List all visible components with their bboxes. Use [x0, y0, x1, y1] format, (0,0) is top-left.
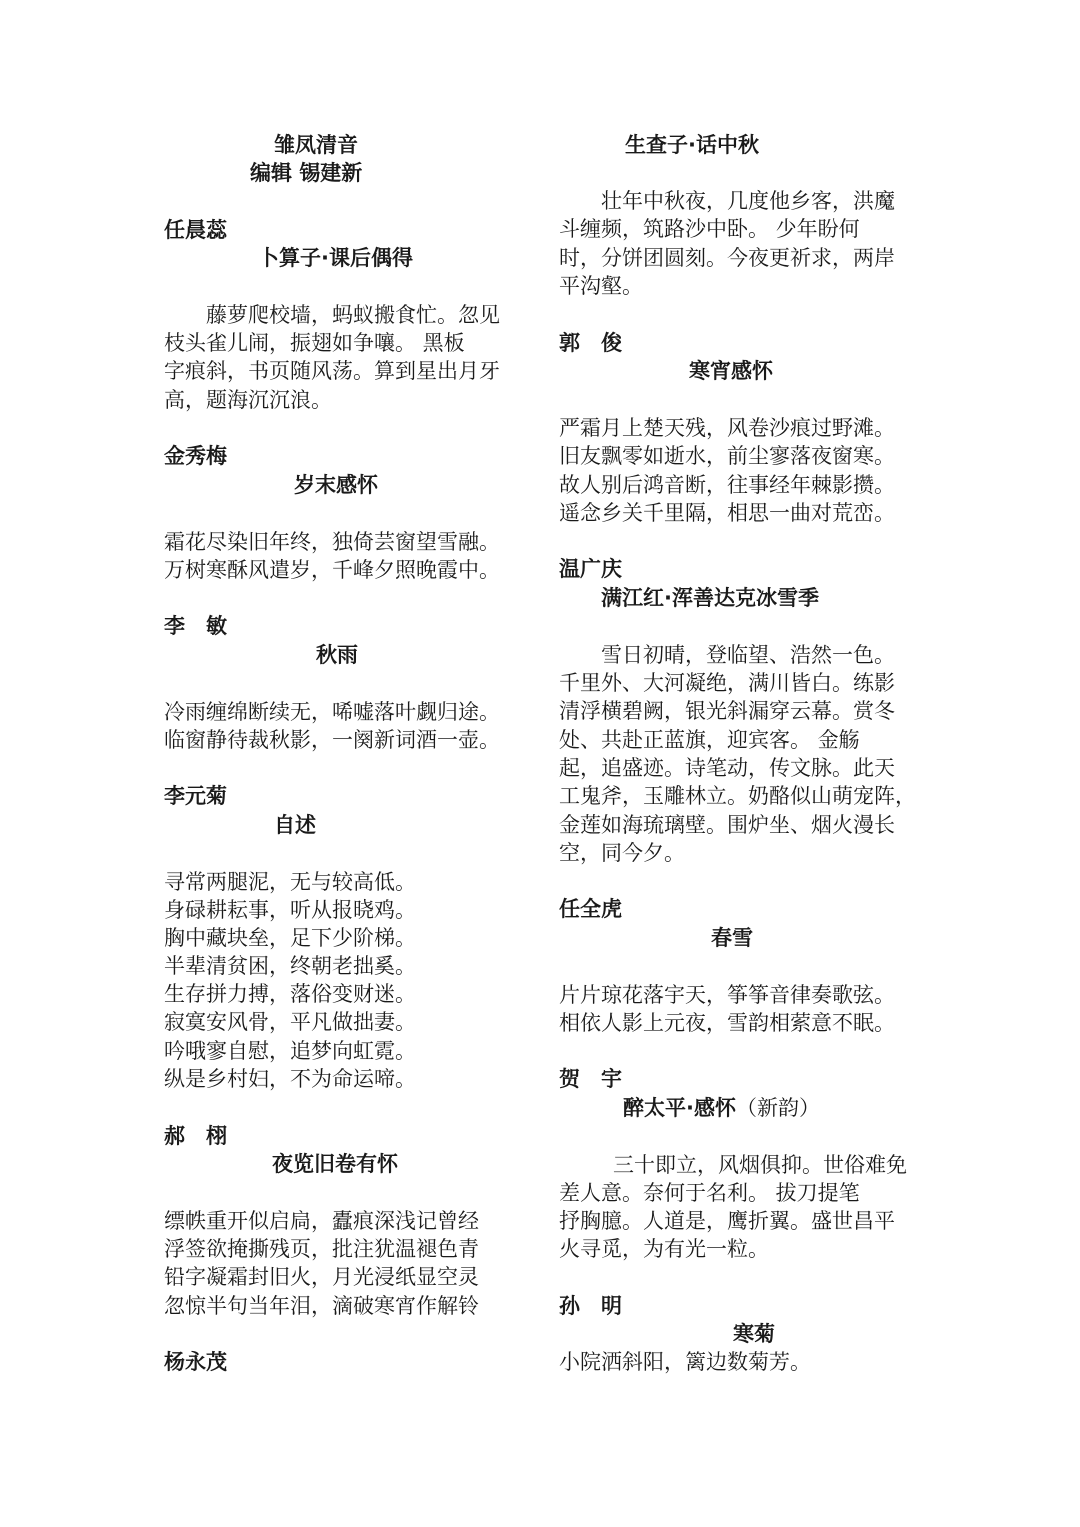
poem-title: 岁末感怀: [294, 473, 378, 497]
poem-line: 身碌耕耘事，听从报晓鸡。: [164, 898, 416, 922]
poem-line: 遥念乡关千里隔，相思一曲对荒峦。: [559, 501, 895, 525]
poem-line: 旧友飘零如逝水，前尘寥落夜窗寒。: [559, 444, 895, 468]
poem-line: 相依人影上元夜，雪韵相萦意不眠。: [559, 1011, 895, 1035]
poem-author: 杨永茂: [164, 1350, 227, 1374]
poem-line: 处、共赴正蓝旗，迎宾客。 金觞: [559, 728, 860, 752]
poem-line: 时，分饼团圆刻。今夜更祈求，两岸: [559, 246, 895, 270]
poem-line: 空，同今夕。: [559, 841, 685, 865]
poem-line: 起，追盛迹。诗笔动，传文脉。此天: [559, 756, 895, 780]
poem-line: 清浮横碧阙，银光斜漏穿云幕。赏冬: [559, 699, 895, 723]
poem-line: 抒胸臆。人道是，鹰折翼。盛世昌平: [559, 1209, 895, 1233]
poem-author: 李元菊: [164, 784, 227, 808]
poem-line: 寂寞安风骨，平凡做拙妻。: [164, 1010, 416, 1034]
poem-line: 忽惊半句当年泪，滴破寒宵作解铃: [164, 1294, 479, 1318]
poem-title: 夜览旧卷有怀: [272, 1152, 398, 1176]
poem-line: 壮年中秋夜，几度他乡客，洪魔: [601, 189, 895, 213]
poem-line: 平沟壑。: [559, 274, 643, 298]
poem-line: 三十即立，风烟俱抑。世俗难免: [613, 1153, 907, 1177]
poem-title: 寒宵感怀: [689, 359, 773, 383]
poem-title: 寒菊: [733, 1322, 775, 1346]
poem-author: 郭 俊: [559, 331, 622, 355]
poem-line: 半辈清贫困，终朝老拙奚。: [164, 954, 416, 978]
poem-line: 火寻觅，为有光一粒。: [559, 1237, 769, 1261]
poem-note: （新韵）: [735, 1096, 820, 1120]
poem-line: 小院洒斜阳，篱边数菊芳。: [559, 1350, 811, 1374]
poem-line: 差人意。奈何于名利。 拔刀提笔: [559, 1181, 860, 1205]
poem-author: 贺 宇: [559, 1067, 622, 1091]
poem-line: 严霜月上楚天残，风卷沙痕过野滩。: [559, 416, 895, 440]
poem-line: 字痕斜，书页随风荡。算到星出月牙: [164, 359, 500, 383]
poem-line: 金莲如海琉璃壁。围炉坐、烟火漫长: [559, 813, 895, 837]
poem-line: 藤萝爬校墙，蚂蚁搬食忙。忽见: [206, 303, 500, 327]
poem-author: 金秀梅: [164, 444, 227, 468]
poem-line: 斗缠频，筑路沙中卧。 少年盼何: [559, 217, 860, 241]
poem-title-group: [623, 1094, 820, 1122]
poem-author: 郝 栩: [164, 1124, 227, 1148]
poem-line: 吟哦寥自慰，追梦向虹霓。: [164, 1039, 416, 1063]
poem-line: 千里外、大河凝绝，满川皆白。练影: [559, 671, 895, 695]
poem-line: 工鬼斧，玉雕林立。奶酪似山萌宠阵，: [559, 784, 916, 808]
poem-author: 任晨蕊: [164, 218, 227, 242]
poem-author: 李 敏: [164, 614, 227, 638]
poem-line: 霜花尽染旧年终，独倚芸窗望雪融。: [164, 530, 500, 554]
poem-author: 温广庆: [559, 557, 622, 581]
poem-line: 枝头雀儿闹，振翅如争嚷。 黑板: [164, 331, 465, 355]
poem-line: 故人别后鸿音断，往事经年棘影攒。: [559, 473, 895, 497]
poem-author: 任全虎: [559, 897, 622, 921]
poem-line: 临窗静待裁秋影，一阕新词酒一壶。: [164, 728, 500, 752]
poem-line: 雪日初晴，登临望、浩然一色。: [601, 643, 895, 667]
poem-title: 春雪: [711, 926, 753, 950]
poem-line: 铅字凝霜封旧火，月光浸纸显空灵: [164, 1265, 479, 1289]
poem-line: 万树寒酥风遣岁，千峰夕照晚霞中。: [164, 558, 500, 582]
poem-author: 孙 明: [559, 1294, 622, 1318]
poem-title: 秋雨: [316, 643, 358, 667]
poem-line: 高，题海沉沉浪。: [164, 388, 332, 412]
poem-title: 卜算子·课后偶得: [258, 246, 413, 270]
poem-line: 浮签欲掩撕残页，批注犹温褪色青: [164, 1237, 479, 1261]
poem-line: 胸中藏块垒，足下少阶梯。: [164, 926, 416, 950]
poem-line: 寻常两腿泥，无与较高低。: [164, 870, 416, 894]
poem-title: 满江红·浑善达克冰雪季: [601, 586, 819, 610]
poem-title: 生查子·话中秋: [625, 133, 759, 157]
poem-line: 片片琼花落宇天，筝筝音律奏歌弦。: [559, 983, 895, 1007]
poem-title: 自述: [274, 813, 316, 837]
editor-credit: 编辑 锡建新: [250, 161, 363, 185]
poem-line: 生存拼力搏，落俗变财迷。: [164, 982, 416, 1006]
poem-line: 缥帙重开似启扃，蠹痕深浅记曾经: [164, 1209, 479, 1233]
poem-title: 醉太平·感怀: [623, 1096, 736, 1120]
poem-line: 纵是乡村妇，不为命运啼。: [164, 1067, 416, 1091]
poem-line: 冷雨缠绵断续无，唏嘘落叶觑归途。: [164, 700, 500, 724]
anthology-title: 雏凤清音: [274, 133, 358, 157]
